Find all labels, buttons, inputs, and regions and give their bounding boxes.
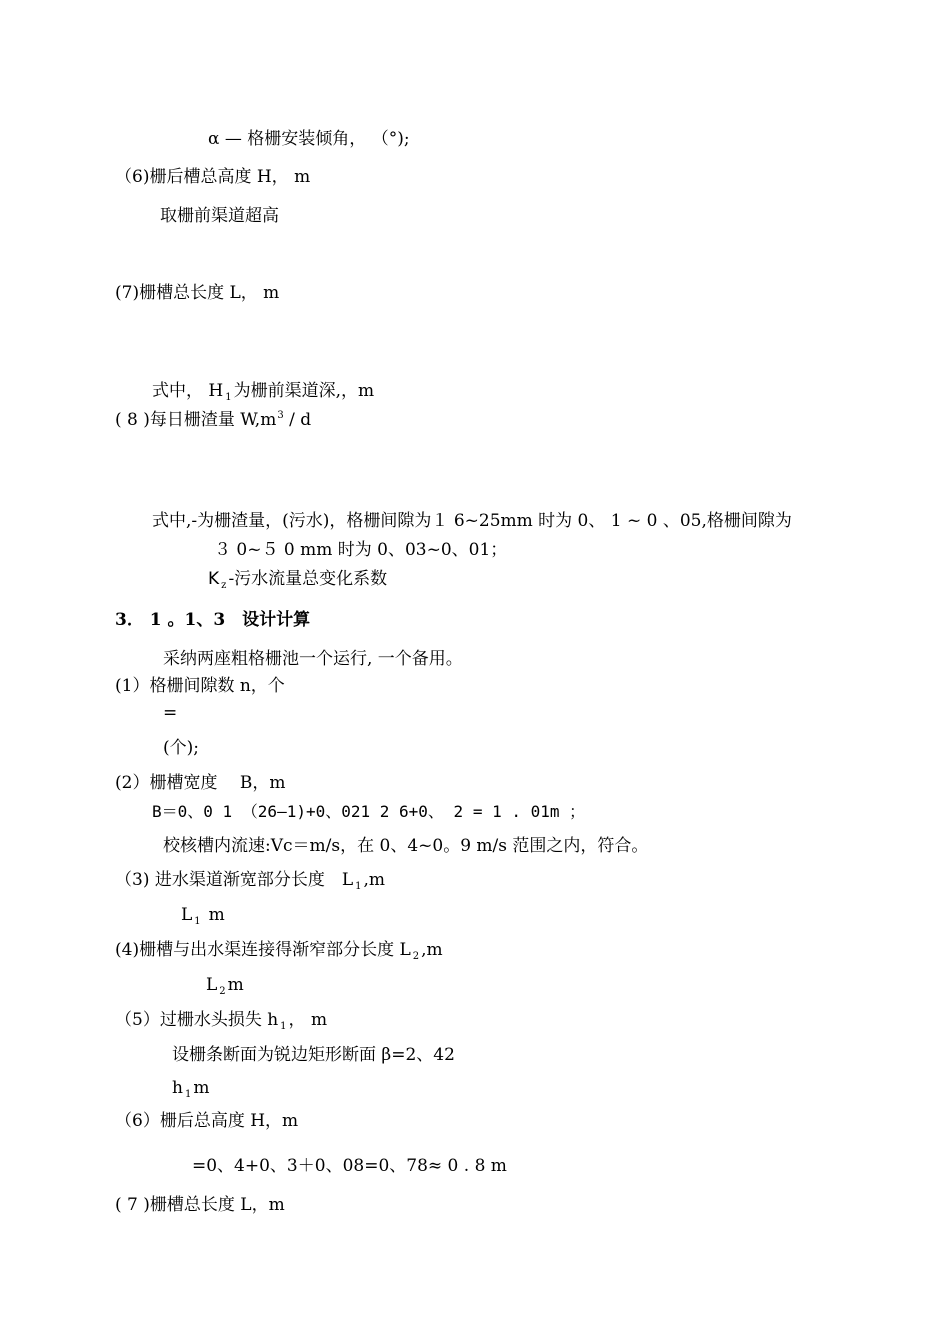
item-8-suffix: / d [283, 410, 312, 430]
calc-5-prefix: （5）过栅水头损失 h [115, 1010, 279, 1030]
kz-description: -污水流量总变化系数 [228, 569, 388, 589]
calc-5-result-unit: m [193, 1078, 210, 1098]
item-6-total-height: （6)栅后槽总高度 H， m [115, 167, 311, 187]
l1-subscript: 1 [355, 881, 362, 892]
calc-5-result-sub: 1 [184, 1089, 192, 1100]
kz-symbol: K [208, 569, 220, 589]
calc-3-prefix: （3) 进水渠道渐宽部分长度 L [115, 870, 354, 890]
item-8-daily-screenings [115, 410, 311, 433]
item-7-total-length: (7)栅槽总长度 L， m [115, 283, 280, 303]
h1-definition-suffix: 为栅前渠道深,，m [233, 381, 375, 401]
calc-4-suffix: ,m [421, 940, 443, 960]
screenings-rate-definition: 式中,-为栅渣量，(污水)，格栅间隙为１ 6~25mm 时为 0、 1 ~ 0 、05,格栅间隙为 [152, 511, 792, 531]
calc-2-formula: B＝0、0 1 （26—1)+0、021 2 6+0、 2 = 1 . 01m ； [152, 802, 586, 821]
section-heading: 3． 1 。1、3 设计计算 [115, 610, 311, 630]
kz-subscript: z [221, 580, 227, 591]
h1-loss-subscript: 1 [280, 1021, 287, 1032]
calc-3-suffix: ,m [363, 870, 386, 890]
h1-definition [152, 381, 374, 404]
calc-4-result-sub: 2 [219, 986, 226, 997]
calc-5-head-loss [115, 1010, 327, 1033]
calc-1-unit: (个); [163, 738, 199, 758]
calc-7-total-length: ( 7 )栅槽总长度 L，m [115, 1195, 285, 1215]
h1-subscript: 1 [225, 392, 232, 403]
calc-1-equals: = [163, 703, 178, 723]
calc-3-result-unit: m [208, 905, 225, 925]
calc-3-result-l: L [181, 905, 193, 925]
calc-6-result: =0、4+0、3＋0、08=0、78≈ 0 . 8 m [192, 1156, 507, 1176]
calc-4-result-l: L [206, 975, 218, 995]
calc-4-prefix: (4)栅槽与出水渠连接得渐窄部分长度 L [115, 940, 411, 960]
calc-3-inlet-expansion [115, 870, 385, 893]
calc-5-result-h: h [172, 1078, 183, 1098]
calc-6-total-height: （6）栅后总高度 H，m [115, 1111, 299, 1131]
calc-4-result [206, 975, 244, 998]
alpha-definition: α — 格栅安装倾角， （°); [208, 129, 410, 149]
freeboard-note: 取栅前渠道超高 [160, 206, 279, 226]
calc-4-result-unit: m [227, 975, 244, 995]
design-intro: 采纳两座粗格栅池一个运行, 一个备用。 [163, 649, 463, 669]
calc-1-gap-count: (1）格栅间隙数 n，个 [115, 676, 285, 696]
h1-definition-prefix: 式中， H [152, 381, 224, 401]
kz-definition [208, 569, 387, 592]
l2-subscript: 2 [412, 951, 420, 962]
velocity-check: 校核槽内流速:Vc＝m/s，在 0、4~0。9 m/s 范围之内，符合。 [163, 836, 649, 856]
calc-2-channel-width: (2）栅槽宽度 B，m [115, 773, 286, 793]
screenings-rate-continued: ３ 0~５ 0 mm 时为 0、03~0、01； [214, 540, 508, 560]
calc-4-outlet-contraction [115, 940, 443, 963]
calc-3-result-sub: 1 [194, 916, 201, 927]
bar-shape-assumption: 设栅条断面为锐边矩形断面 β=2、42 [172, 1045, 455, 1065]
calc-5-result [172, 1078, 209, 1101]
calc-3-result [181, 905, 225, 928]
item-8-prefix: ( 8 )每日栅渣量 W,m [115, 410, 277, 430]
calc-5-suffix: ， m [288, 1010, 328, 1030]
m3-superscript: 3 [277, 410, 284, 421]
